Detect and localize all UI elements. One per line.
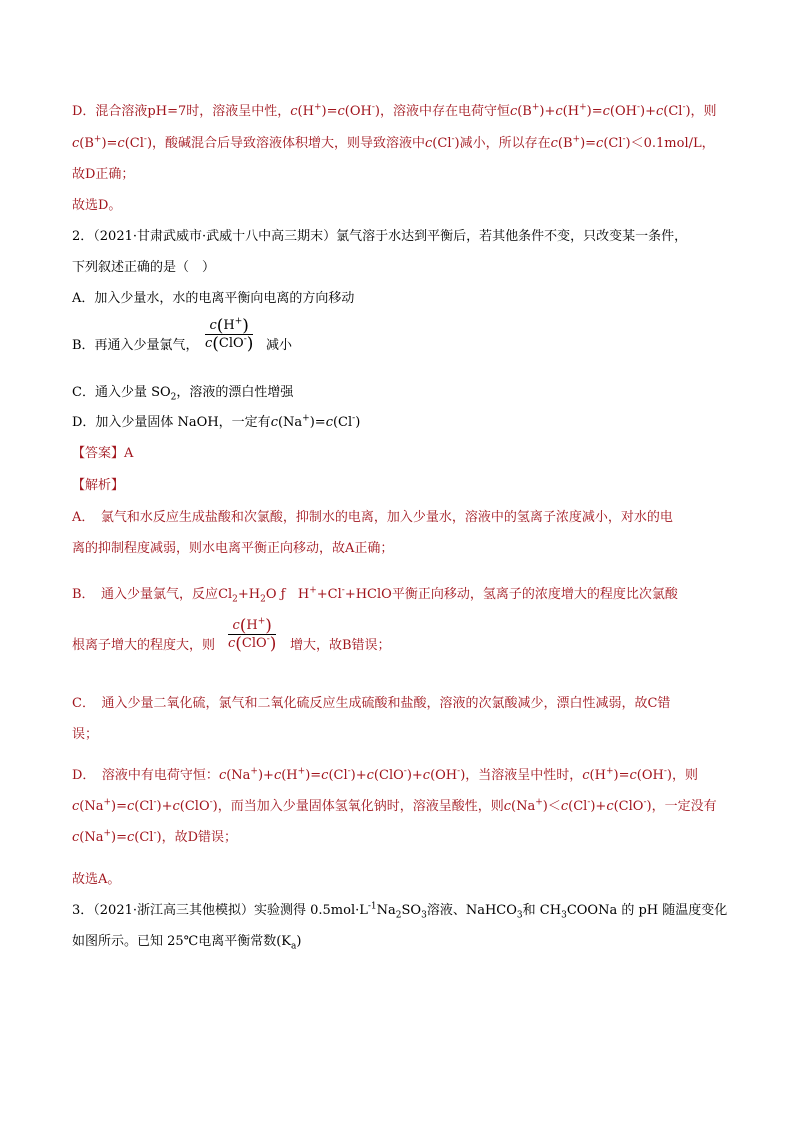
q2-explain-a-2: 离的抑制程度减弱，则水电离平衡正向移动，故A正确； xyxy=(72,541,394,556)
q3-stem-2: 如图所示。已知 25℃电离平衡常数$(K_a)$ xyxy=(72,934,302,952)
q2-answer: 【答案】A xyxy=(72,446,134,461)
q2-choose: 故选A。 xyxy=(72,872,121,887)
q2-explain-c-1: C． 通入少量二氧化硫，氯气和二氧化硫反应生成硫酸和盐酸，溶液的次氯酸减少，漂白性减弱，故C错 xyxy=(72,696,671,711)
q2-explain-b-2-post: 增大，故B错误； xyxy=(290,638,391,653)
q2-option-a: A．加入少量水，水的电离平衡向电离的方向移动 xyxy=(72,291,355,306)
q2-explain-b-2: 根离子增大的程度大，则 xyxy=(72,638,216,653)
q2-option-b: B．再通入少量氯气， xyxy=(72,338,199,353)
q2-option-b-fraction: c(H+) c(ClO-) xyxy=(205,316,254,354)
prev-d-line2: c(B+)=c(Cl-)，酸碱混合后导致溶液体积增大，则导致溶液中c(Cl-)减小，所以存在c(B+)=c(Cl-)＜0.1mol/L， xyxy=(72,134,715,151)
q2-stem-1: 2．（2021·甘肃武威市·武威十八中高三期末）氯气溶于水达到平衡后，若其他条件不变，只改变某一条件， xyxy=(72,229,688,244)
q2-explain-d-2: c(Na+)=c(Cl-)+c(ClO-)，而当加入少量固体氢氧化钠时，溶液呈酸性，则c(Na+)＜c(Cl-)+c(ClO-)，一定没有 xyxy=(72,797,717,814)
q2-explain-c-2: 误； xyxy=(72,727,99,742)
q2-explain-a-1: A． 氯气和水反应生成盐酸和次氯酸，抑制水的电离，加入少量水，溶液中的氢离子浓度减小，对水的电 xyxy=(72,510,673,525)
q2-explain-b-1: B． 通入少量氯气，反应$Cl_2+H_2O$ ƒ H++Cl-+HClO平衡正向移动，氢离子的浓度增大的程度比次氯酸 xyxy=(72,585,678,605)
prev-d-line3: 故D正确； xyxy=(72,167,135,182)
q2-analysis-heading: 【解析】 xyxy=(72,478,125,493)
q2-stem-2: 下列叙述正确的是（ ） xyxy=(72,260,216,275)
q2-explain-b-fraction: c(H+) c(ClO-) xyxy=(228,616,277,654)
q2-explain-d-1: D． 溶液中有电荷守恒：c(Na+)+c(H+)=c(Cl-)+c(ClO-)+c(OH-)，当溶液呈中性时，c(H+)=c(OH-)，则 xyxy=(72,766,698,783)
q3-stem-1: 3．（2021·浙江高三其他模拟）实验测得 $0.5mol\cdot L^{-1}Na_2SO_3$溶液、NaHCO$_3$和 $CH_3COONa$ 的 pH 随温度变化 xyxy=(72,901,728,921)
q2-explain-d-3: c(Na+)=c(Cl-)，故D错误； xyxy=(72,828,238,845)
prev-choose: 故选D。 xyxy=(72,198,122,213)
prev-d-line1: D．混合溶液pH=7时，溶液呈中性，c(H+)=c(OH-)，溶液中存在电荷守恒c(B+)+c(H+)=c(OH-)+c(Cl-)，则 xyxy=(72,102,717,119)
q2-option-d: D．加入少量固体 NaOH，一定有c(Na+)=c(Cl-) xyxy=(72,413,361,430)
q2-option-b-post: 减小 xyxy=(266,338,293,353)
q2-option-c: C．通入少量 $SO_2$，溶液的漂白性增强 xyxy=(72,385,294,403)
